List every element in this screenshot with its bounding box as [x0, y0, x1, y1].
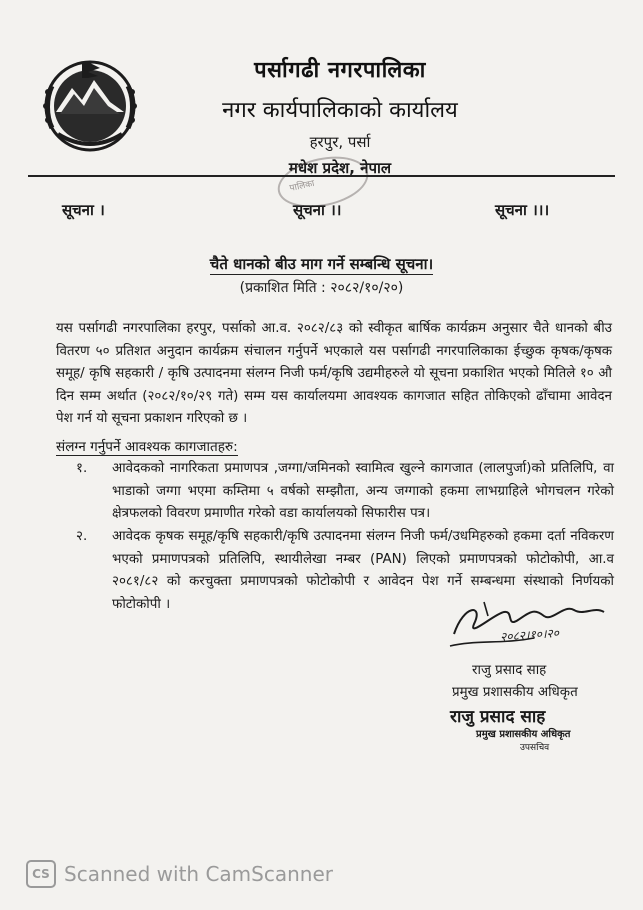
- stamp-subtitle: उपसचिव: [520, 743, 550, 753]
- notice-marker-left: सूचना ।: [62, 201, 105, 219]
- attachment-item: आवेदकको नागरिकता प्रमाणपत्र ,जग्गा/जमिनको स्वामित्व खुल्ने कागजात (लालपुर्जा)को प्रतिलिपि, वा भाडाको जग्गा भएमा कम्तिमा ५ वर्षको सम्झौता, अन्य जग्गाको हकमा लाभग्राहिले भोगचलन गरेको क्षेत्रफलको विवरण प्रमाणीत गरेको वडा कार्यालयको सिफारीस पत्र।: [112, 461, 614, 522]
- address-line-1: हरपुर, पर्सा: [309, 133, 371, 151]
- stamp-title: प्रमुख प्रशासकीय अधिकृत: [476, 729, 571, 740]
- notice-marker-right: सूचना ।।।: [495, 201, 550, 219]
- notice-body: यस पर्सागढी नगरपालिका हरपुर, पर्साको आ.व. २०८२/८३ को स्वीकृत बार्षिक कार्यक्रम अनुसार चैते धानको बीउ वितरण ५० प्रतिशत अनुदान कार्यक्रम संचालन गर्नुपर्ने भएकाले यस पर्सागढी नगरपालिकाका ईच्छुक कृषक/कृषक समूह/ कृषि सहकारी / कृषि उत्पादनमा संलग्न निजी फर्म/कृषि उद्यमीहरुले यो सूचना प्रकाशित भएको मितिले १० औ दिन सम्म अर्थात (२०८२/१०/२९ गते) सम्म यस कार्यालयमा आवश्यक कागजात सहित तोकिएको ढाँचामा आवेदन पेश गर्न यो सूचना प्रकाशन गरिएको छ ।: [56, 321, 612, 427]
- faint-stamp-text: पालिका: [288, 178, 316, 194]
- notice-subject: [0, 254, 643, 274]
- signature-date: २०८२।१०।२०: [499, 625, 560, 645]
- attachment-number: १.: [76, 461, 88, 476]
- camscanner-logo-icon: CS: [26, 860, 56, 888]
- office-name: नगर कार्यपालिकाको कार्यालय: [222, 98, 458, 123]
- signer-name: राजु प्रसाद साह: [472, 663, 547, 678]
- signer-title: प्रमुख प्रशासकीय अधिकृत: [452, 685, 578, 700]
- notice-subject-text: चैते धानको बीउ माग गर्ने सम्बन्धि सूचना।: [209, 255, 434, 273]
- attachment-number: २.: [76, 529, 88, 544]
- address-line-2: मधेश प्रदेश, नेपाल: [288, 159, 392, 177]
- handwritten-signature: [444, 594, 614, 654]
- attachment-item: आवेदक कृषक समूह/कृषि सहकारी/कृषि उत्पादनमा संलग्न निजी फर्म/उधमिहरुको हकमा दर्ता नविकरण भएको प्रमाणपत्रको प्रतिलिपि, स्थायीलेखा नम्बर (PAN) लिएको प्रमाणपत्रको फोटोकोपी, आ.व २०८१/८२ को करचुक्ता प्रमाणपत्रको फोटोकोपी र आवेदन पेश गर्ने सम्बन्धमा संस्थाको निर्णयको फोटोकोपी ।: [112, 529, 614, 612]
- notice-marker-center: सूचना ।।: [293, 201, 342, 219]
- nepal-emblem-icon: [38, 52, 142, 156]
- watermark-text: Scanned with CamScanner: [64, 862, 333, 886]
- published-date: (प्रकाशित मिति : २०८२/१०/२०): [239, 280, 404, 296]
- org-name: पर्सागढी नगरपालिका: [254, 58, 426, 83]
- header-divider: [28, 175, 615, 177]
- stamp-name: राजु प्रसाद साह: [450, 707, 546, 727]
- attachments-heading: संलग्न गर्नुपर्ने आवश्यक कागजातहरु:: [56, 436, 238, 456]
